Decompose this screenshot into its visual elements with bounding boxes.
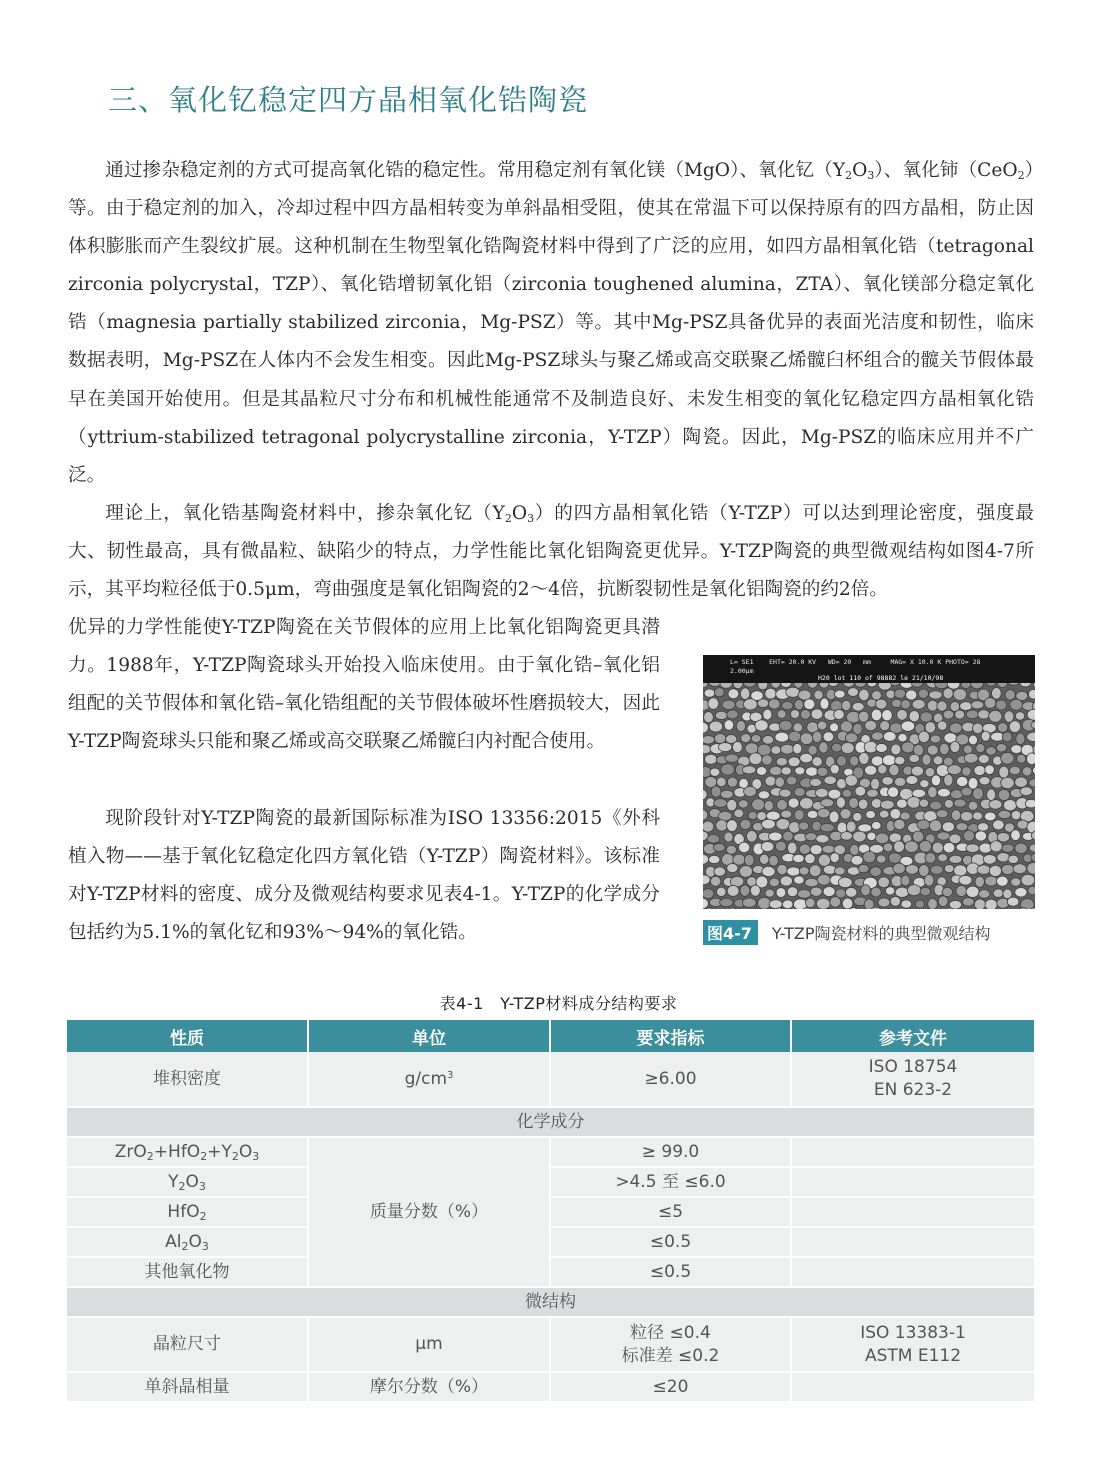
table-row (67, 1052, 1034, 1107)
sem-scale-length: 2.00μm (730, 667, 754, 675)
cell-al2o3-ref (791, 1227, 1034, 1257)
section-chemical: 化学成分 (67, 1107, 1034, 1137)
cell-grain-prop: 晶粒尺寸 (67, 1317, 308, 1372)
cell-density-ref: ISO 18754 EN 623-2 (791, 1052, 1034, 1107)
table-header-row (67, 1020, 1034, 1052)
cell-hfo2-req: ≤5 (550, 1197, 791, 1227)
cell-al2o3-prop: $Al_2O_3$ (67, 1227, 308, 1257)
table-section-row (67, 1287, 1034, 1317)
cell-density-unit: $g/cm^3$ (308, 1052, 550, 1107)
table-row (67, 1167, 1034, 1197)
cell-grain-unit: μm (308, 1317, 550, 1372)
figure-caption (703, 920, 991, 945)
sem-scale-label: H20 lot 110 of 98882 le 21/10/98 (818, 674, 944, 682)
cell-mono-unit: 摩尔分数（%） (308, 1372, 550, 1402)
cell-other-req: ≤0.5 (550, 1257, 791, 1287)
grain-texture (703, 683, 1035, 909)
cell-y2o3-req: >4.5 至 ≤6.0 (550, 1167, 791, 1197)
cell-mono-req: ≤20 (550, 1372, 791, 1402)
sem-micrograph (703, 655, 1035, 909)
paragraph-iso-standard: 现阶段针对Y-TZP陶瓷的最新国际标准为ISO 13356:2015《外科植入物——基于氧化钇稳定化四方氧化锆（Y-TZP）陶瓷材料》。该标准对Y-TZP材料的密度、成分及微观结构要求见表4-1。Y-TZP的化学成分包括约为5.1%的氧化钇和93%～94%的氧化锆。 (68, 808, 660, 944)
table-row (67, 1227, 1034, 1257)
table-row (67, 1197, 1034, 1227)
cell-mono-ref (791, 1372, 1034, 1402)
cell-hfo2-ref (791, 1197, 1034, 1227)
table-title: 表4-1 Y-TZP材料成分结构要求 (439, 994, 678, 1013)
cell-mono-prop: 单斜晶相量 (67, 1372, 308, 1402)
sem-info-bar (703, 655, 1035, 683)
header-reference: 参考文件 (791, 1020, 1034, 1052)
table-row (67, 1372, 1034, 1402)
sem-parameters: L= SE1 EHT= 20.0 KV WD= 20 mm MAG= X 10.0 K PHOTO= 28 (730, 658, 981, 666)
cell-other-ref (791, 1257, 1034, 1287)
paragraph-stabilizers: 通过掺杂稳定剂的方式可提高氧化锆的稳定性。常用稳定剂有氧化镁（MgO）、氧化钇$(Y_2O_3)$、氧化铈（CeO$_2$）等。由于稳定剂的加入，冷却过程中四方晶相转变为单斜晶相受阻，使其在常温下可以保持原有的四方晶相，防止因体积膨胀而产生裂纹扩展。这种机制在生物型氧化锆陶瓷材料中得到了广泛的应用，如四方晶相氧化锆（tetragonal zirconia polycrystal，TZP）、氧化锆增韧氧化铝（zirconia toughened alumina，ZTA）、氧化镁部分稳定氧化锆（magnesia partially stabilized zirconia，Mg-PSZ）等。其中Mg-PSZ具备优异的表面光洁度和韧性，临床数据表明，Mg-PSZ在人体内不会发生相变。因此Mg-PSZ球头与聚乙烯或高交联聚乙烯髋臼杯组合的髋关节假体最早在美国开始使用。但是其晶粒尺寸分布和机械性能通常不及制造良好、未发生相变的氧化钇稳定四方晶相氧化锆（yttrium-stabilized tetragonal polycrystalline zirconia，Y-TZP）陶瓷。因此，Mg-PSZ的临床应用并不广泛。 (68, 160, 1034, 486)
cell-other-prop: 其他氧化物 (67, 1257, 308, 1287)
paragraph-ytzp-theory: 理论上，氧化锆基陶瓷材料中，掺杂氧化钇$(Y_2O_3)$的四方晶相氧化锆（Y-TZP）可以达到理论密度，强度最大、韧性最高，具有微晶粒、缺陷少的特点，力学性能比氧化铝陶瓷更优异。Y-TZP陶瓷的典型微观结构如图4-7所示，其平均粒径低于0.5μm，弯曲强度是氧化铝陶瓷的2～4倍，抗断裂韧性是氧化铝陶瓷的约2倍。 (68, 503, 1034, 601)
table-row (67, 1317, 1034, 1372)
header-requirement: 要求指标 (550, 1020, 791, 1052)
table-row (67, 1257, 1034, 1287)
cell-zro2-ref (791, 1137, 1034, 1167)
cell-hfo2-prop: HfO$_2$ (67, 1197, 308, 1227)
cell-grain-req: 粒径 ≤0.4 标准差 ≤0.2 (550, 1317, 791, 1372)
composition-table (67, 1020, 1034, 1403)
figure-caption-text: Y-TZP陶瓷材料的典型微观结构 (771, 924, 991, 943)
cell-y2o3-prop: $Y_2O_3$ (67, 1167, 308, 1197)
table-row (67, 1137, 1034, 1167)
cell-zro2-prop: $ZrO_2+HfO_2+Y_2O_3$ (67, 1137, 308, 1167)
paragraph-ytzp-clinical: 优异的力学性能使Y-TZP陶瓷在关节假体的应用上比氧化铝陶瓷更具潜力。1988年，Y-TZP陶瓷球头开始投入临床使用。由于氧化锆–氧化铝组配的关节假体和氧化锆–氧化锆组配的关节假体破坏性磨损较大，因此Y-TZP陶瓷球头只能和聚乙烯或高交联聚乙烯髋臼内衬配合使用。 (68, 617, 660, 753)
figure-label: 图4-7 (703, 920, 758, 945)
cell-zro2-req: ≥ 99.0 (550, 1137, 791, 1167)
cell-y2o3-ref (791, 1167, 1034, 1197)
table-section-row (67, 1107, 1034, 1137)
cell-al2o3-req: ≤0.5 (550, 1227, 791, 1257)
header-unit: 单位 (308, 1020, 550, 1052)
cell-grain-ref: ISO 13383-1 ASTM E112 (791, 1317, 1034, 1372)
header-property: 性质 (67, 1020, 308, 1052)
cell-density-req: ≥6.00 (550, 1052, 791, 1107)
cell-density-prop: 堆积密度 (67, 1052, 308, 1107)
section-title: 三、氧化钇稳定四方晶相氧化锆陶瓷 (108, 83, 589, 117)
section-microstructure: 微结构 (67, 1287, 1034, 1317)
cell-mass-fraction-unit: 质量分数（%） (308, 1137, 550, 1287)
